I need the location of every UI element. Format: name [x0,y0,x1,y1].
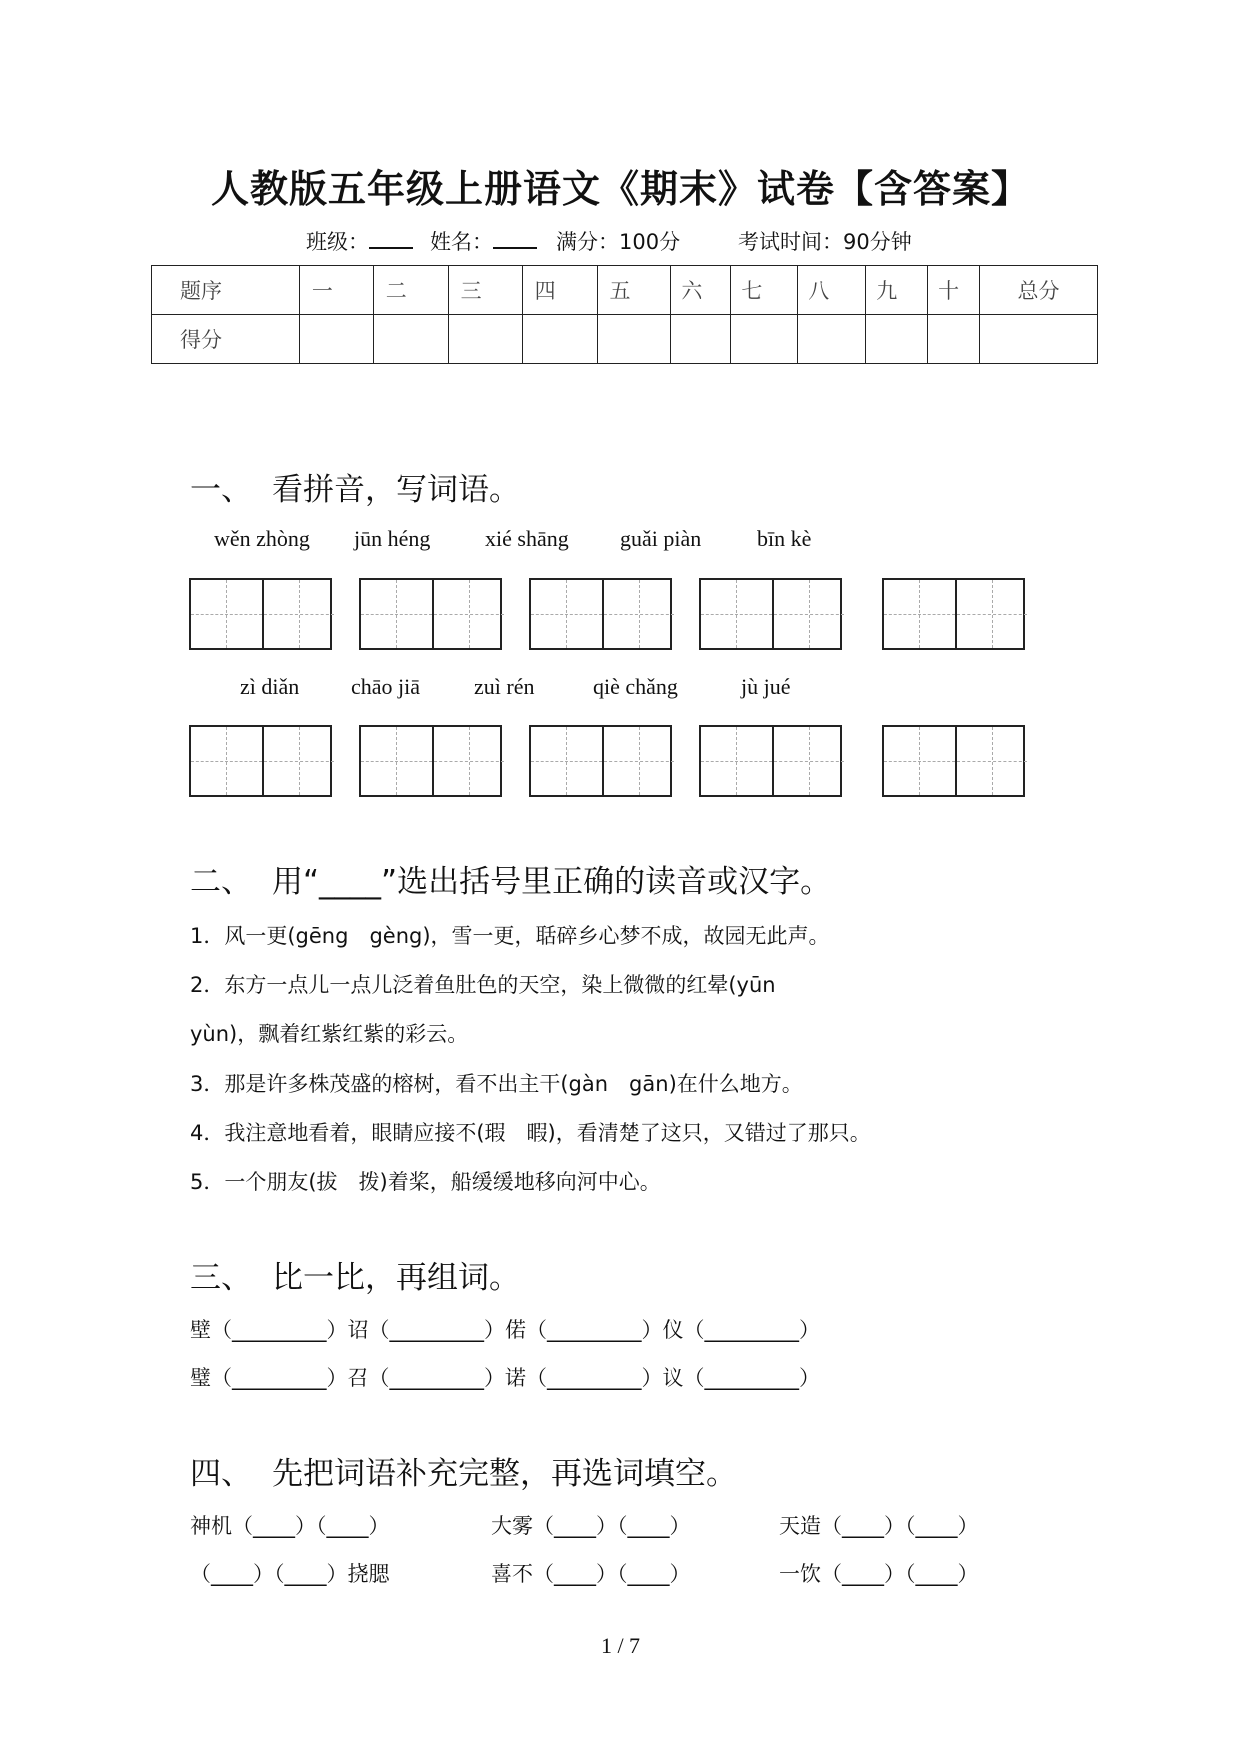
score-cell[interactable] [299,315,373,364]
idiom-fill[interactable]: 一饮（____）（____） [779,1562,979,1586]
score-cell[interactable] [522,315,597,364]
idiom-fill[interactable]: 天造（____）（____） [779,1514,979,1538]
score-header-cell: 一 [299,266,373,315]
pinyin-label: jù jué [741,674,791,699]
writing-grid[interactable] [882,725,1025,797]
score-header-cell: 二 [373,266,448,315]
writing-grid[interactable] [529,578,672,650]
compare-line[interactable]: 壁（_________）诏（_________）偌（_________）仪（_________） [190,1318,820,1342]
score-row-label: 得分 [152,315,300,364]
writing-grid[interactable] [189,578,332,650]
score-header-cell: 九 [866,266,928,315]
score-header-cell: 三 [448,266,522,315]
question-item: 3．那是许多株茂盛的榕树，看不出主干(gàn gān)在什么地方。 [190,1072,803,1096]
score-header-cell: 题序 [152,266,300,315]
writing-grid[interactable] [699,578,842,650]
full-score: 满分：100分 [556,230,681,254]
score-header-cell: 总分 [980,266,1098,315]
section-number: 一、 [190,472,252,508]
section-title: 用“____”选出括号里正确的读音或汉字。 [272,864,832,900]
section-number: 四、 [190,1456,252,1492]
exam-time: 考试时间：90分钟 [738,230,912,254]
idiom-fill[interactable]: 大雾（____）（____） [491,1514,691,1538]
name-field: 姓名： [430,226,537,256]
score-cell[interactable] [980,315,1098,364]
section-4-heading [190,1448,737,1493]
document-title: 人教版五年级上册语文《期末》试卷【含答案】 [210,167,1030,211]
section-number: 二、 [190,864,252,900]
score-cell[interactable] [928,315,980,364]
score-header-cell: 五 [597,266,671,315]
pinyin-label: bīn kè [757,526,812,551]
writing-grid[interactable] [882,578,1025,650]
writing-grid[interactable] [699,725,842,797]
writing-grid[interactable] [359,725,502,797]
page-number: 1 / 7 [600,1633,641,1658]
writing-grid[interactable] [189,725,332,797]
section-title: 比一比，再组词。 [272,1260,520,1296]
score-cell[interactable] [866,315,928,364]
pinyin-label: qiè chǎng [593,674,678,699]
idiom-fill[interactable]: （____）（____）挠腮 [190,1562,390,1586]
score-table-header-row [152,266,1098,315]
section-2-heading [190,856,831,901]
score-header-cell: 七 [731,266,798,315]
question-item: 1．风一更(gēng gèng)，雪一更，聒碎乡心梦不成，故园无此声。 [190,924,830,948]
score-cell[interactable] [798,315,866,364]
pinyin-label: guǎi piàn [620,526,702,551]
writing-grid[interactable] [359,578,502,650]
score-table-score-row [152,315,1098,364]
score-cell[interactable] [597,315,671,364]
score-header-cell: 六 [671,266,731,315]
class-field: 班级： [306,226,413,256]
pinyin-label: wěn zhòng [214,526,310,551]
pinyin-label: xié shāng [485,526,569,551]
section-title: 先把词语补充完整，再选词填空。 [272,1456,737,1492]
compare-line[interactable]: 璧（_________）召（_________）诺（_________）议（_________） [190,1366,820,1390]
question-item: 5．一个朋友(拔 拨)着桨，船缓缓地移向河中心。 [190,1170,661,1194]
score-cell[interactable] [671,315,731,364]
writing-grid[interactable] [529,725,672,797]
score-cell[interactable] [731,315,798,364]
score-table [151,265,1098,364]
score-cell[interactable] [373,315,448,364]
question-item: 2．东方一点儿一点儿泛着鱼肚色的天空，染上微微的红晕(yūn [190,973,776,997]
pinyin-label: zuì rén [474,674,535,699]
score-header-cell: 八 [798,266,866,315]
section-title: 看拼音，写词语。 [272,472,520,508]
score-cell[interactable] [448,315,522,364]
section-number: 三、 [190,1260,252,1296]
idiom-fill[interactable]: 喜不（____）（____） [491,1562,691,1586]
pinyin-label: jūn héng [354,526,431,551]
question-item: 4．我注意地看着，眼睛应接不(瑕 暇)，看清楚了这只，又错过了那只。 [190,1121,871,1145]
question-item: yùn)，飘着红紫红紫的彩云。 [190,1022,469,1046]
score-header-cell: 十 [928,266,980,315]
pinyin-label: chāo jiā [351,674,421,699]
section-3-heading [190,1252,520,1297]
pinyin-label: zì diǎn [240,674,300,699]
score-header-cell: 四 [522,266,597,315]
section-1-heading [190,464,520,509]
idiom-fill[interactable]: 神机（____）（____） [190,1514,390,1538]
